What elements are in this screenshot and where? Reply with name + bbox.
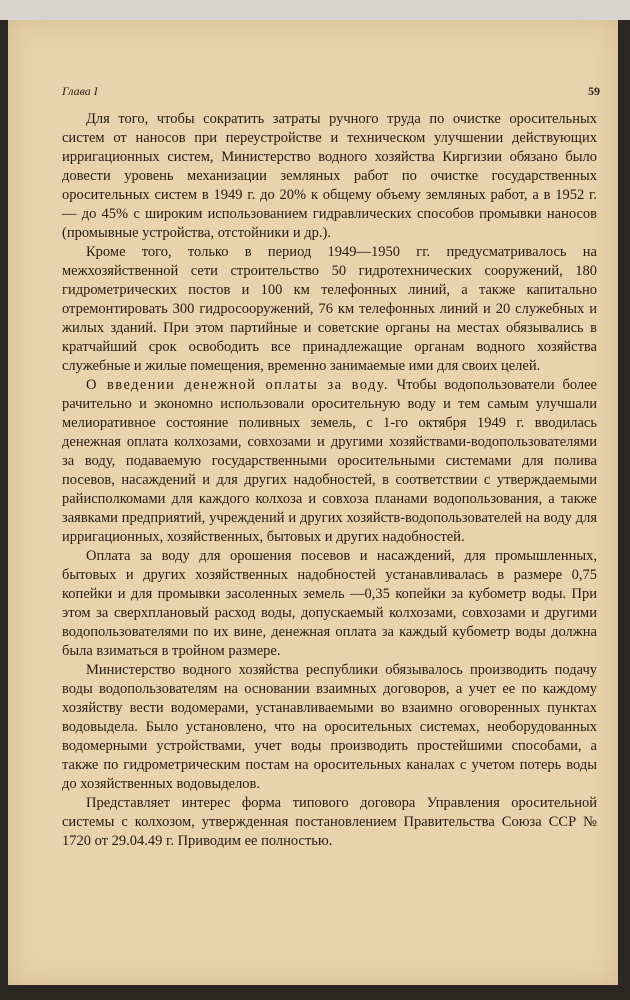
running-head: Глава I [62, 84, 98, 98]
paragraph: Министерство водного хозяйства республики обязывалось производить подачу воды водопользователям на основании взаимных договоров, а учет ее по каждому хозяйству вести водомерами, устанавливаемыми во взаимно оговоренных пунктах водовыдела. Было установлено, что на оросительных системах, необорудованных водомерными устройствами, учет воды производить простейшими способами, а также по гидрометрическим постам на оросительных каналах с учетом потерь воды до хозяйственных водовыделов. [62, 662, 597, 792]
body-text [62, 110, 597, 851]
paragraph: Оплата за воду для орошения посевов и насаждений, для промышленных, бытовых и других хозяйственных надобностей устанавливалась в размере 0,75 копейки и для промывки засоленных земель —0,35 копейки за кубометр воды. При этом за сверхплановый расход воды, допускаемый колхозами, совхозами и другими водопользователями по их вине, денежная оплата за каждый кубометр воды должна была взиматься в тройном размере. [62, 548, 597, 659]
paragraph: Представляет интерес форма типового договора Управления оросительной системы с колхозом, утвержденная постановлением Правительства Союза ССР № 1720 от 29.04.49 г. Приводим ее полностью. [62, 795, 597, 849]
scan-top-strip [0, 0, 630, 20]
paragraph [62, 376, 597, 547]
paragraph: Для того, чтобы сократить затраты ручного труда по очистке оросительных систем от наносов при переустройстве и техническом улучшении действующих ирригационных систем, Министерство водного хозяйства Киргизии обязано было довести уровень механизации земляных работ по очистке государственных оросительных систем в 1949 г. до 20% к общему объему земляных работ, а в 1952 г. — до 45% с широким использованием гидравлических способов промывки наносов (промывные устройства, отстойники и др.). [62, 111, 597, 241]
section-heading: О введении денежной оплаты за воду. [86, 377, 389, 393]
paragraph: Кроме того, только в период 1949—1950 гг. предусматривалось на межхозяйственной сети строительство 50 гидротехнических сооружений, 180 гидрометрических постов и 100 км телефонных линий, а также капитально отремонтировать 300 гидросооружений, 76 км телефонных линий и 20 служебных и жилых зданий. При этом партийные и советские органы на местах обязывались в кратчайший срок освободить все принадлежащие органам водного хозяйства служебные и жилые помещения, временно занимаемые ими для своих целей. [62, 244, 597, 374]
page-number: 59 [588, 84, 600, 98]
page-header [62, 84, 600, 102]
paragraph-text: Чтобы водопользователи более рачительно и экономно использовали оросительную воду и тем самым улучшали мелиоративное состояние поливных земель, с 1-го октября 1949 г. вводилась денежная оплата колхозами, совхозами и другими хозяйствами-водопользователями за воду, подаваемую государственными оросительными системами для полива посевов, насаждений и для других надобностей, в соответствии с утверждаемыми райисполкомами для каждого колхоза и совхоза планами водопользования, а также заявками предприятий, учреждений и других хозяйств-водопользователей на воду для ирригационных, хозяйственных, бытовых и других надобностей. [62, 377, 597, 545]
